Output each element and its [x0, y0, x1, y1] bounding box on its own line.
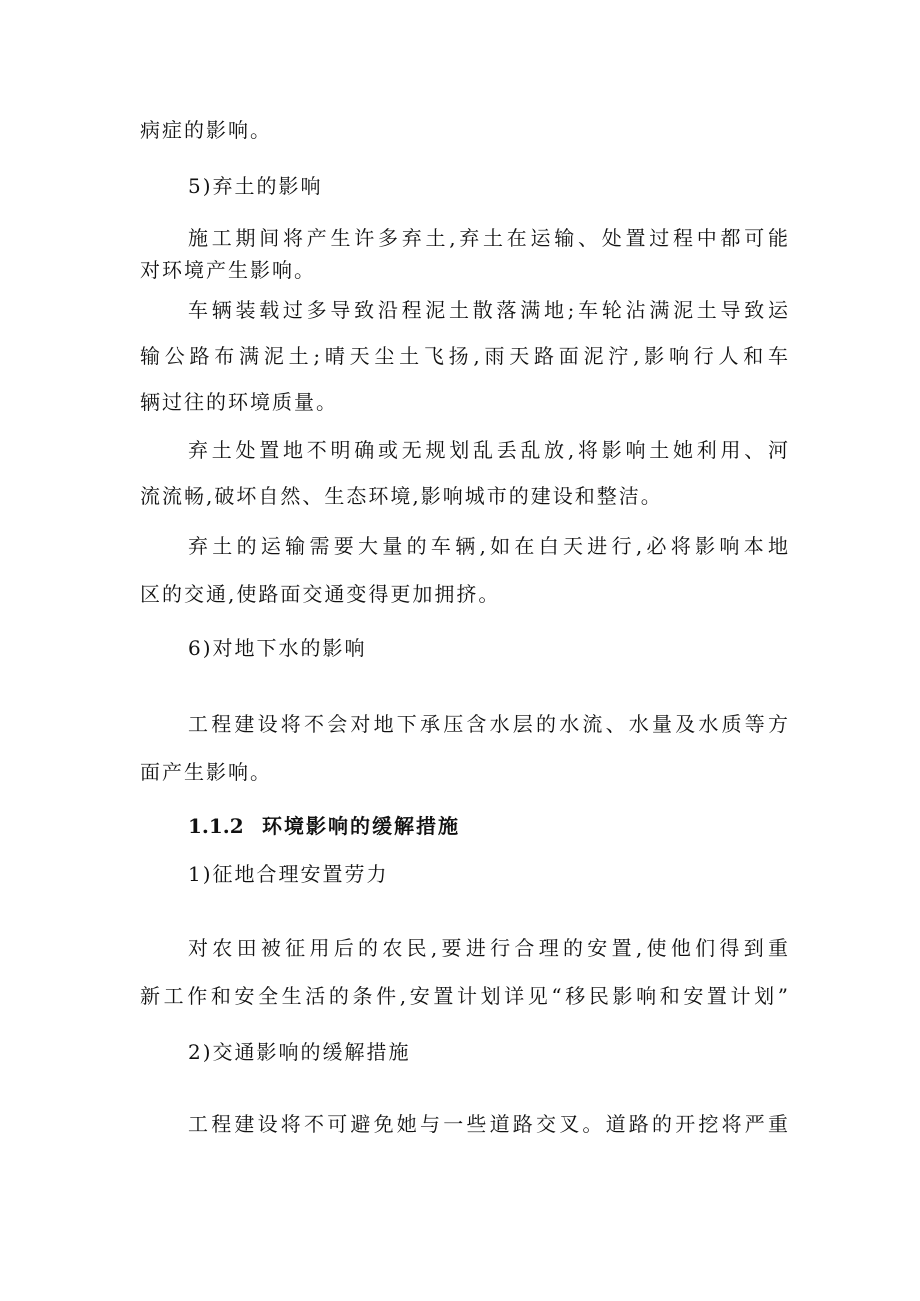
text-line: 流流畅,破坏自然、生态环境,影响城市的建设和整洁。: [140, 484, 663, 508]
text-line: 工程建设将不可避免她与一些道路交叉。道路的开挖将严重: [188, 1112, 790, 1136]
subsection-heading-land: 1)征地合理安置劳力: [188, 862, 389, 886]
text-line: 病症的影响。: [140, 118, 272, 142]
text-line: 面产生影响。: [140, 760, 272, 784]
section-number: 1.1.2: [188, 814, 244, 838]
section-title: 环境影响的缓解措施: [262, 814, 460, 838]
text-line: 辆过往的环境质量。: [140, 390, 338, 414]
text-line: 弃土的运输需要大量的车辆,如在白天进行,必将影响本地: [188, 534, 790, 558]
section-heading: [188, 812, 790, 840]
subsection-heading-spoil: 5)弃土的影响: [188, 174, 323, 198]
text-line: 新工作和安全生活的条件,安置计划详见“移民影响和安置计划”: [140, 984, 790, 1008]
text-line: 区的交通,使路面交通变得更加拥挤。: [140, 582, 501, 606]
subsection-heading-groundwater: 6)对地下水的影响: [188, 636, 367, 660]
text-line: 弃土处置地不明确或无规划乱丢乱放,将影响土她利用、河: [188, 438, 790, 462]
text-line: 对环境产生影响。: [140, 258, 316, 282]
subsection-heading-traffic: 2)交通影响的缓解措施: [188, 1040, 411, 1064]
text-line: 工程建设将不会对地下承压含水层的水流、水量及水质等方: [188, 712, 790, 736]
text-line: 对农田被征用后的农民,要进行合理的安置,使他们得到重: [188, 936, 790, 960]
text-line: 施工期间将产生许多弃土,弃土在运输、处置过程中都可能: [188, 226, 790, 250]
text-line: 输公路布满泥土;晴天尘土飞扬,雨天路面泥泞,影响行人和车: [140, 344, 790, 368]
text-line: 车辆装载过多导致沿程泥土散落满地;车轮沾满泥土导致运: [188, 298, 790, 322]
